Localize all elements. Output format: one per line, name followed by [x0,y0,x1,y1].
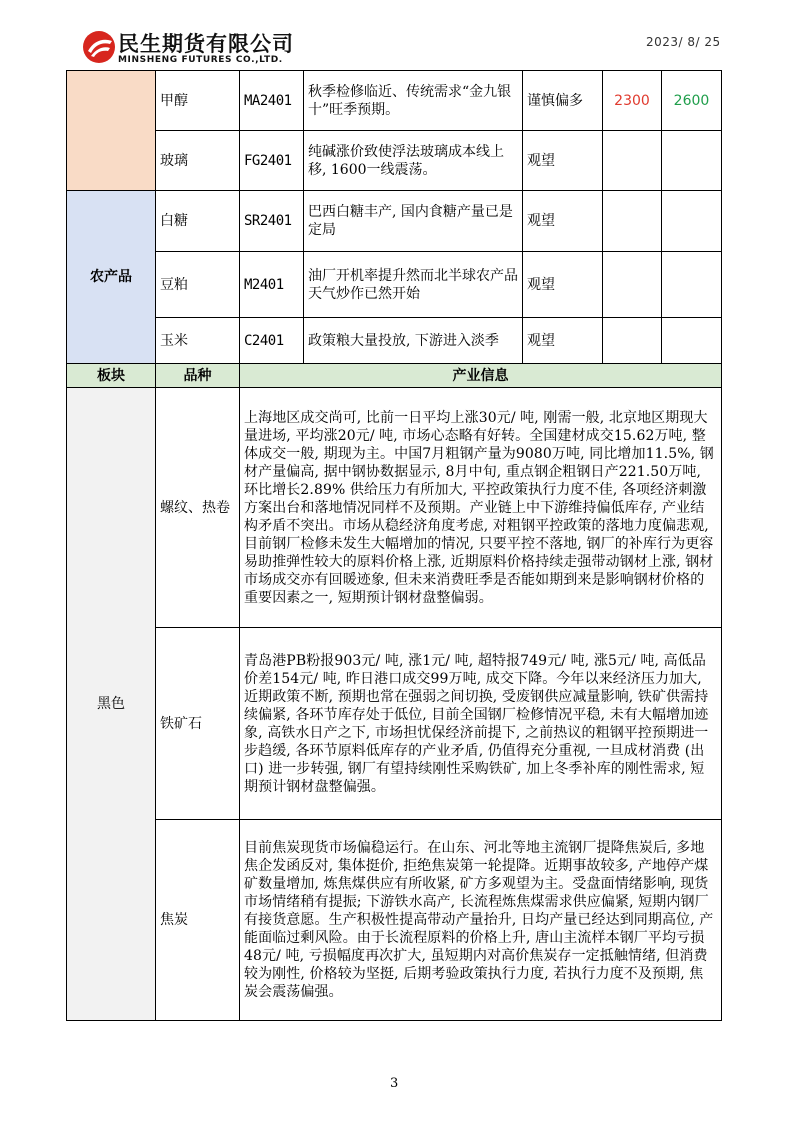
variety-cell: 白糖 [156,191,240,252]
variety-cell: 焦炭 [156,820,240,1021]
high-price-cell [662,131,722,191]
low-price-cell [603,131,662,191]
table-row [67,131,722,191]
low-price-cell [603,318,662,364]
industry-info-cell: 上海地区成交尚可, 比前一日平均上涨30元/ 吨, 刚需一般, 北京地区期现大量进场, 平均涨20元/ 吨, 市场心态略有好转。全国建材成交15.62万吨, 整体成交一般, 期现为主。中国7月粗钢产量为9080万吨, 同比增加11.5%, 钢材产量偏高, 据中钢协数据显示, 8月中旬, 重点钢企粗钢日产221.50万吨, 环比增长2.89% 供给压力有所加大, 平控政策执行力度不佳, 各项经济刺激方案出台和落地情况同样不及预期。产业链上中下游维持偏低库存, 产业结构矛盾不突出。市场从稳经济角度考虑, 对粗钢平控政策的落地力度偏悲观, 目前钢厂检修未发生大幅增加的情况, 只要平控不落地, 钢厂的补库行为更容易助推弹性较大的原料价格上涨, 近期原料价格持续走强带动钢材上涨, 钢材市场成交亦有回暖迹象, 但未来消费旺季是否能如期到来是影响钢材价格的重要因素之一, 短期预计钢材盘整偏弱。 [240,388,722,628]
report-date: 2023/ 8/ 25 [646,35,721,49]
sector-cell-energy [67,71,156,191]
info-cell: 巴西白糖丰产, 国内食糖产量已是定局 [304,191,523,252]
sector-cell-black: 黑色 [67,388,156,1021]
industry-info-cell: 目前焦炭现货市场偏稳运行。在山东、河北等地主流钢厂提降焦炭后, 多地焦企发函反对, 集体挺价, 拒绝焦炭第一轮提降。近期事故较多, 产地停产煤矿数量增加, 炼焦煤供应有所收紧, 矿方多观望为主。受盘面情绪影响, 现货市场情绪稍有提振; 下游铁水高产, 长流程炼焦煤需求供应偏紧, 短期内钢厂有接货意愿。生产积极性提高带动产量抬升, 日均产量已经达到同期高位, 产能面临过剩风险。由于长流程原料的价格上升, 唐山主流样本钢厂平均亏损48元/ 吨, 亏损幅度再次扩大, 虽短期内对高价焦炭存一定抵触情绪, 但消费较为刚性, 价格较为坚挺, 后期考验政策执行力度, 若执行力度不及预期, 焦炭会震荡偏强。 [240,820,722,1021]
column-header-variety: 品种 [156,364,240,388]
table-row [67,71,722,131]
low-price-cell [603,191,662,252]
table-row [67,318,722,364]
table-row [67,191,722,252]
column-header-info: 产业信息 [240,364,722,388]
page-number: 3 [390,1076,399,1091]
variety-cell: 玉米 [156,318,240,364]
high-price-cell [662,318,722,364]
sector-cell-agri: 农产品 [67,191,156,364]
column-header-sector: 板块 [67,364,156,388]
variety-cell: 豆粕 [156,252,240,318]
contract-code: SR2401 [240,191,304,252]
page-header [0,0,794,72]
high-price-cell [662,191,722,252]
table-row [67,820,722,1021]
industry-info-cell: 青岛港PB粉报903元/ 吨, 涨1元/ 吨, 超特报749元/ 吨, 涨5元/ 吨, 高低品价差154元/ 吨, 昨日港口成交99万吨, 成交下降。今年以来经济压力加大, 近期政策不断, 预期也常在强弱之间切换, 受废钢供应减量影响, 铁矿供需持续偏紧, 各环节库存处于低位, 目前全国钢厂检修情况平稳, 未有大幅增加迹象, 高铁水日产之下, 市场担忧保经济前提下, 之前热议的粗钢平控预期进一步趋缓, 各环节原料低库存的产业矛盾, 仍值得充分重视, 一旦成材消费 (出口) 进一步转强, 钢厂有望持续刚性采购铁矿, 加上冬季补库的刚性需求, 短期预计钢材盘整偏强。 [240,628,722,820]
view-cell: 观望 [523,252,603,318]
variety-cell: 螺纹、热卷 [156,388,240,628]
info-cell: 政策粮大量投放, 下游进入淡季 [304,318,523,364]
low-price-cell [603,252,662,318]
contract-code: M2401 [240,252,304,318]
minsheng-logo-icon [82,30,116,64]
contract-code: C2401 [240,318,304,364]
info-cell: 纯碱涨价致使浮法玻璃成本线上移, 1600一线震荡。 [304,131,523,191]
view-cell: 观望 [523,318,603,364]
view-cell: 观望 [523,191,603,252]
variety-cell: 甲醇 [156,71,240,131]
strategy-table [66,70,722,1021]
view-cell: 谨慎偏多 [523,71,603,131]
view-cell: 观望 [523,131,603,191]
contract-code: FG2401 [240,131,304,191]
contract-code: MA2401 [240,71,304,131]
column-header-row [67,364,722,388]
variety-cell: 玻璃 [156,131,240,191]
company-name-cn: 民生期货有限公司 [118,32,294,56]
variety-cell: 铁矿石 [156,628,240,820]
high-price-cell: 2600 [662,71,722,131]
high-price-cell [662,252,722,318]
table-row [67,628,722,820]
info-cell: 油厂开机率提升然而北半球农产品天气炒作已然开始 [304,252,523,318]
table-row [67,252,722,318]
table-row [67,388,722,628]
info-cell: 秋季检修临近、传统需求“金九银十”旺季预期。 [304,71,523,131]
low-price-cell: 2300 [603,71,662,131]
company-name-en: MINSHENG FUTURES CO.,LTD. [118,55,283,65]
